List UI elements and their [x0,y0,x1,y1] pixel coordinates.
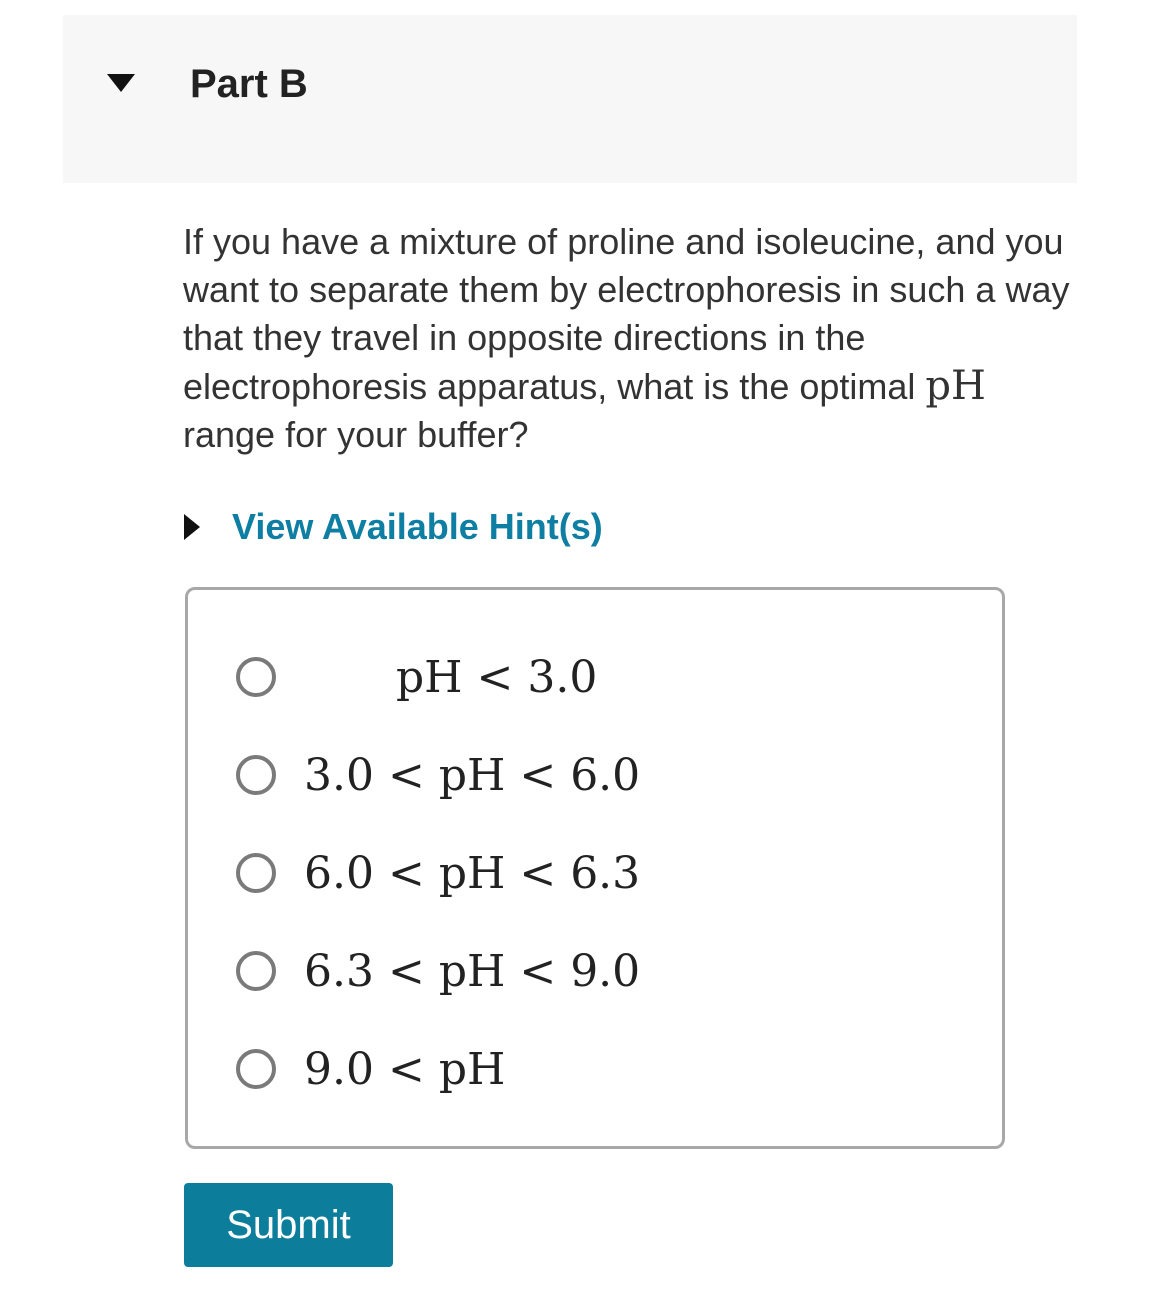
submit-button[interactable]: Submit [184,1183,393,1267]
answer-option-3[interactable] [236,848,640,898]
question-text-before: If you have a mixture of proline and isoleucine, and you want to separate them by electrophoresis in such a way that they travel in opposite directions in the electrophoresis apparatus, what is the optimal [183,221,1070,407]
question-math-ph: pH [925,363,986,409]
answer-option-label: 6.3 < pH < 9.0 [304,945,641,997]
answer-option-1[interactable] [236,652,597,702]
view-hints-label[interactable]: View Available Hint(s) [232,506,603,547]
answer-option-2[interactable] [236,750,640,800]
caret-right-icon[interactable] [182,512,202,542]
answer-option-5[interactable] [236,1044,505,1094]
answer-options-box [185,587,1005,1149]
question-text-after: range for your buffer? [183,414,529,455]
question-text [183,218,1083,459]
answer-option-label: 3.0 < pH < 6.0 [304,749,641,801]
view-hints-toggle[interactable] [182,503,603,551]
caret-down-icon[interactable] [107,74,135,94]
radio-button[interactable] [236,1049,276,1089]
answer-option-label: 6.0 < pH < 6.3 [304,847,641,899]
radio-button[interactable] [236,951,276,991]
answer-option-4[interactable] [236,946,640,996]
radio-button[interactable] [236,657,276,697]
radio-button[interactable] [236,755,276,795]
radio-button[interactable] [236,853,276,893]
part-title: Part B [190,62,308,106]
answer-option-label: 9.0 < pH [304,1043,506,1095]
answer-option-label: pH < 3.0 [396,651,598,703]
